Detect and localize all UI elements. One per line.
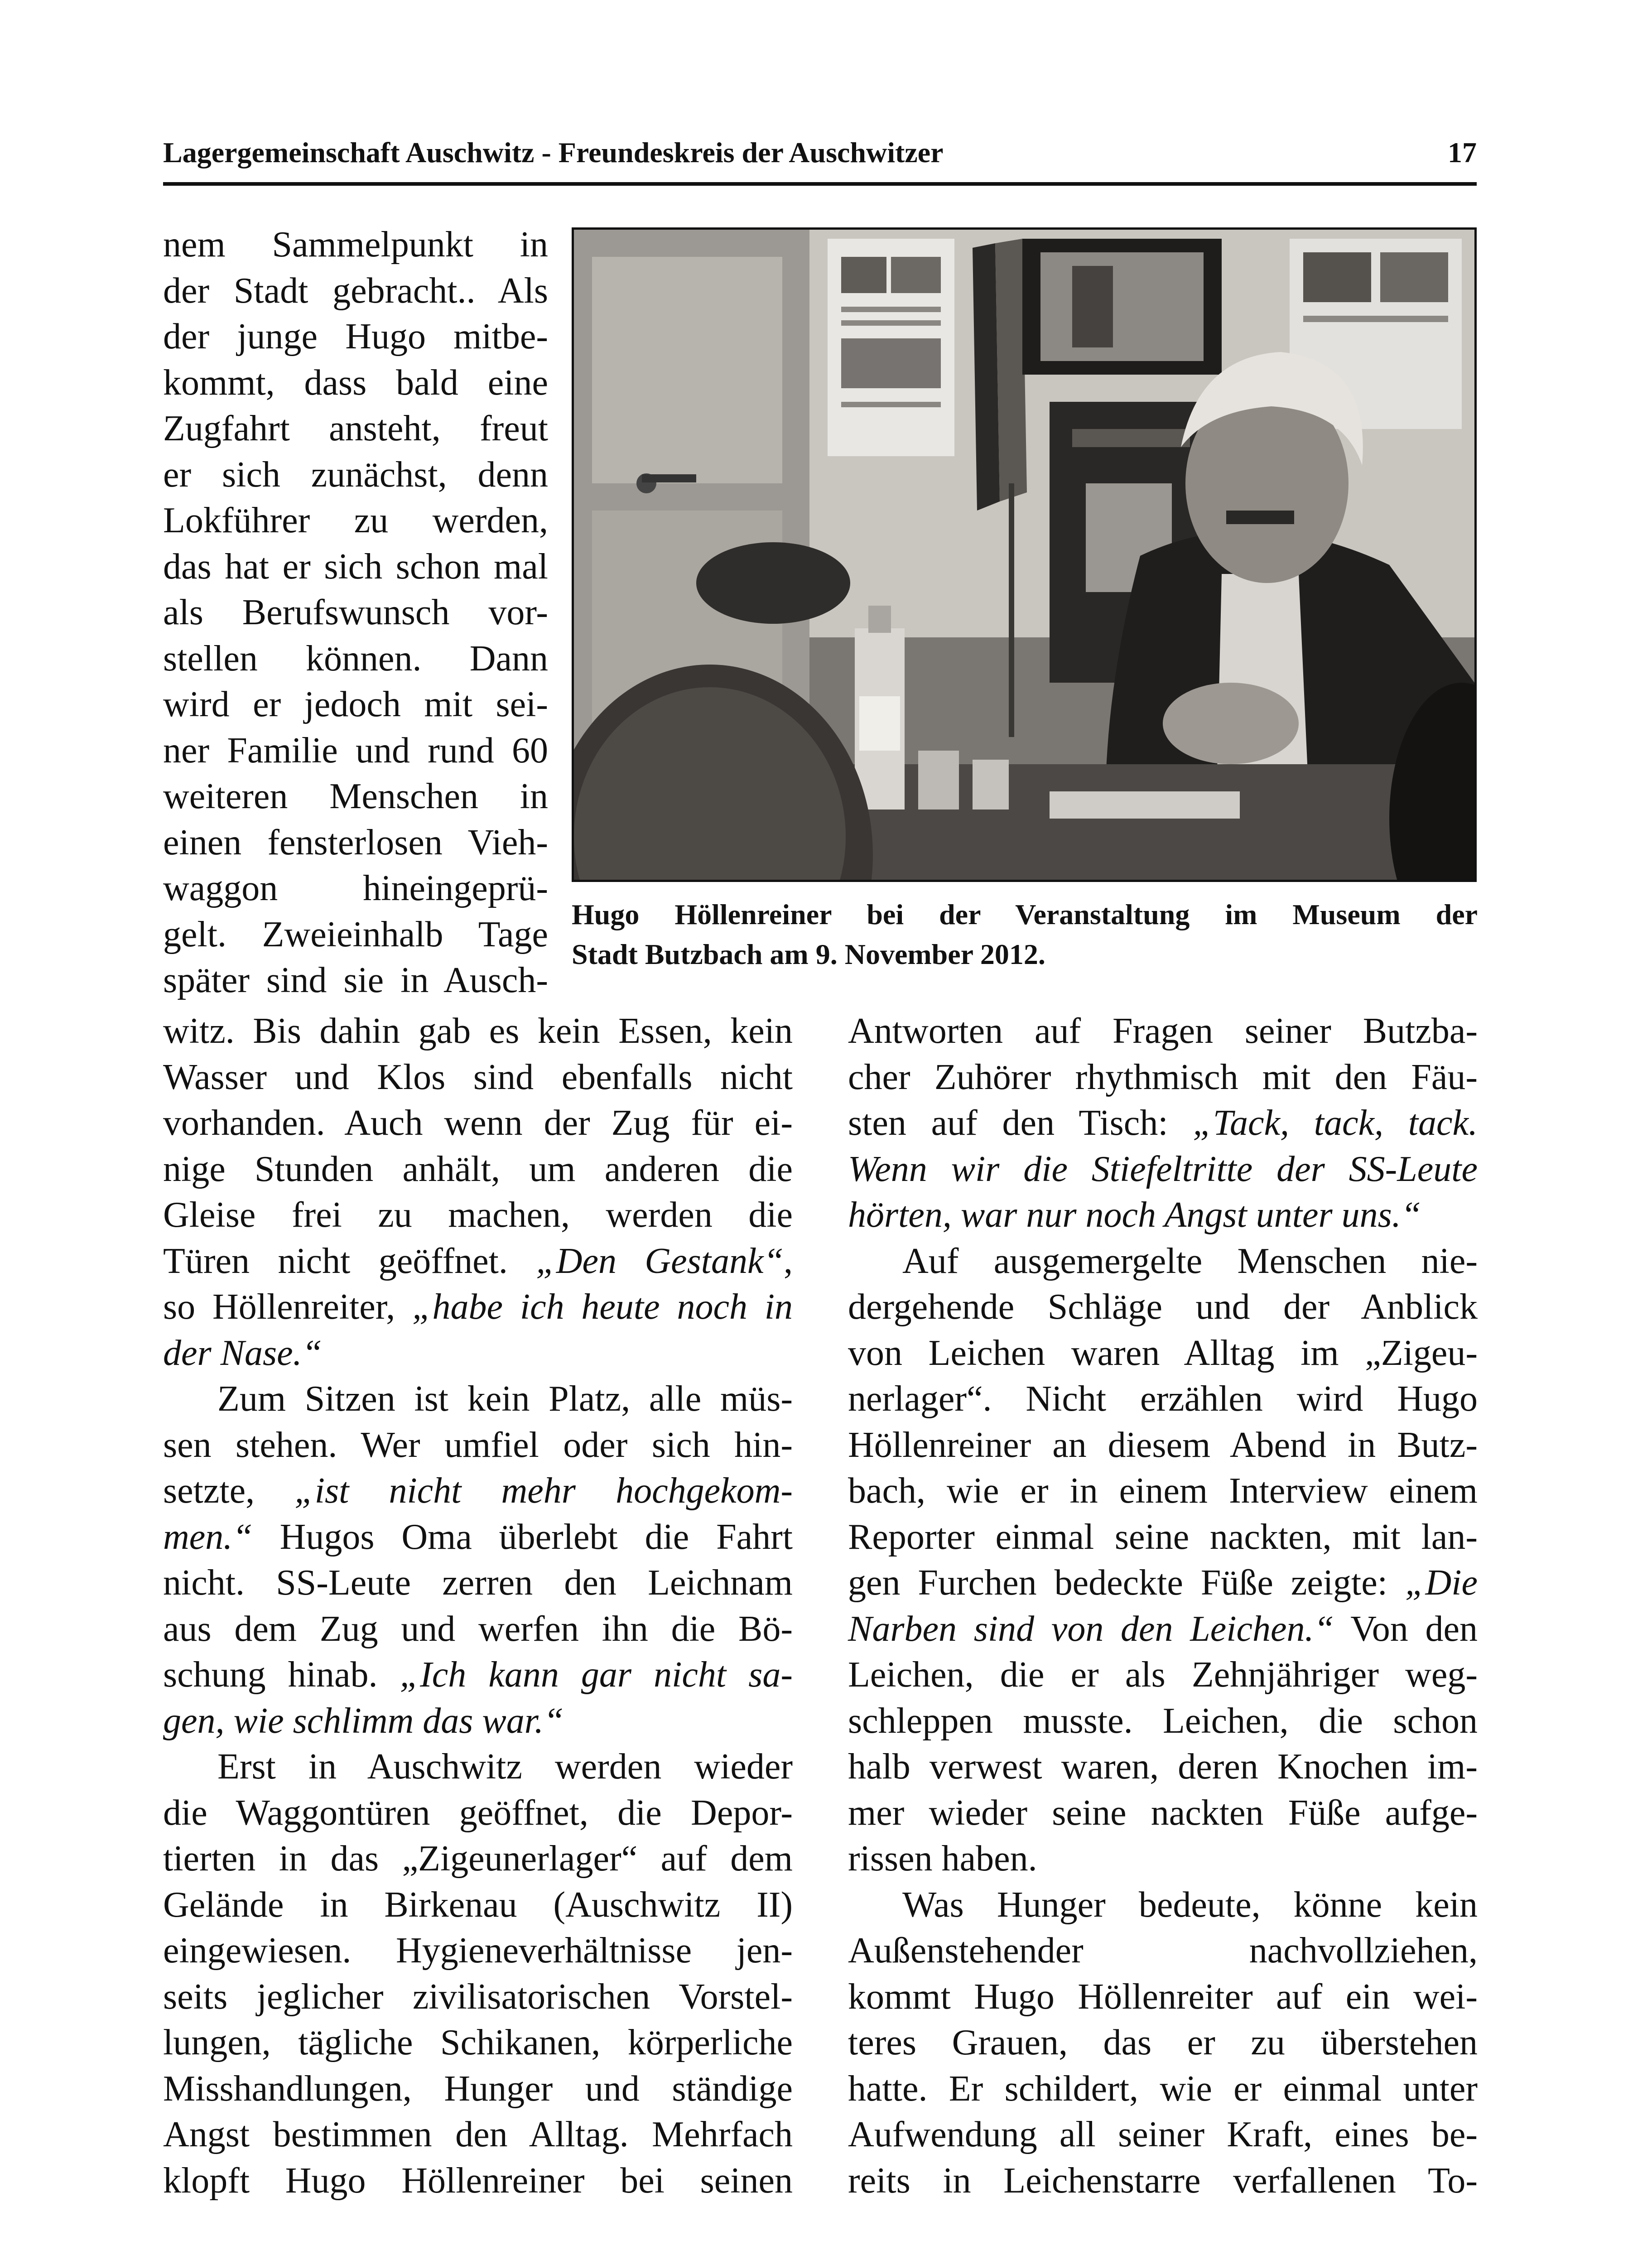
page-number: 17 [1448,136,1477,169]
text-line: Zugfahrt ansteht, freut [163,409,548,448]
text-line [848,1606,1478,1653]
text-line: nerlager“. Nicht erzählen wird Hugo [848,1379,1478,1419]
quote-run: „habe ich heute noch in [412,1287,793,1327]
text-line: die Waggontüren geöffnet, die Depor- [163,1793,793,1833]
photo-illustration [574,230,1474,880]
text-line: nige Stunden anhält, um anderen die [163,1149,793,1189]
text-line [848,1560,1478,1606]
text-run: gen Furchen bedeckte Füße zeigte: [848,1563,1405,1603]
text-line: cher Zuhörer rhythmisch mit den Fäu- [848,1057,1478,1097]
text-line: tierten in das „Zigeunerlager“ auf dem [163,1839,793,1879]
text-line: vorhanden. Auch wenn der Zug für ei- [163,1103,793,1143]
quote-run: Narben sind von den Leichen.“ [848,1609,1334,1649]
text-line: Gleise frei zu machen, werden die [163,1195,793,1235]
text-line: rissen haben. [848,1839,1037,1879]
text-line: weiteren Menschen in [163,776,548,816]
text-line: der junge Hugo mitbe- [163,317,548,357]
text-line: Leichen, die er als Zehnjähriger weg- [848,1655,1478,1695]
text-line [848,1100,1478,1147]
text-line: von Leichen waren Alltag im „Zigeu- [848,1333,1478,1373]
text-line: Auf ausgemergelte Menschen nie- [902,1241,1478,1281]
text-run: , [784,1241,793,1281]
text-line: witz. Bis dahin gab es kein Essen, kein [163,1011,793,1051]
narrow-column [163,222,548,1004]
text-line: er sich zunächst, denn [163,454,548,495]
text-line [163,1698,793,1745]
text-line: hatte. Er schildert, wie er einmal unter [848,2068,1478,2109]
text-line: einen fensterlosen Vieh- [163,822,548,863]
text-line: schleppen musste. Leichen, die schon [848,1701,1478,1741]
text-line: Was Hunger bedeute, könne kein [902,1884,1478,1925]
text-run: Türen nicht geöffnet. [163,1241,536,1281]
text-line [163,1284,793,1330]
text-line: später sind sie in Ausch- [163,960,548,1000]
text-line: stellen können. Dann [163,638,548,679]
text-line: Erst in Auschwitz werden wieder [217,1747,793,1787]
text-line: lungen, tägliche Schikanen, körperliche [163,2023,793,2063]
text-line: Aufwendung all seiner Kraft, eines be- [848,2115,1478,2154]
text-line: teres Grauen, das er zu überstehen [848,2023,1478,2063]
text-line: ner Familie und rund 60 [163,730,548,771]
quote-run: „ist nicht mehr hochgekom- [294,1471,793,1511]
text-line [848,1147,1478,1193]
publication-title: Lagergemeinschaft Auschwitz - Freundeskreis der Auschwitzer [163,136,944,169]
text-line: eingewiesen. Hygieneverhältnisse jen- [163,1931,793,1971]
text-run: Hugos Oma überlebt die Fahrt [252,1517,793,1557]
text-line [848,1192,1478,1239]
text-line: wird er jedoch mit sei- [163,684,548,724]
text-line: kommt, dass bald eine [163,362,548,403]
text-line: bach, wie er in einem Interview einem [848,1471,1478,1511]
caption-line: Hugo Höllenreiner bei der Veranstaltung im Museum der [572,898,1478,930]
text-line: Angst bestimmen den Alltag. Mehrfach [163,2115,793,2154]
text-line: Reporter einmal seine nackten, mit lan- [848,1517,1478,1557]
event-photo [572,227,1477,882]
text-line: der Stadt gebracht.. Als [163,270,548,311]
running-head [163,128,1477,178]
text-line: sen stehen. Wer umfiel oder sich hin- [163,1425,793,1465]
text-run: setzte, [163,1471,295,1511]
text-line: Antworten auf Fragen seiner Butzba- [848,1011,1478,1051]
text-line: seits jeglicher zivilisatorischen Vorstel- [163,1976,793,2017]
text-line: Gelände in Birkenau (Auschwitz II) [163,1884,793,1925]
photo-caption [572,895,1478,974]
text-run: so Höllenreiter, [163,1287,413,1327]
text-line: als Berufswunsch vor- [163,593,548,632]
text-run: Von den [1334,1609,1478,1649]
text-line: Höllenreiner an diesem Abend in Butz- [848,1425,1478,1465]
text-line: das hat er sich schon mal [163,546,548,587]
text-line: Wasser und Klos sind ebenfalls nicht [163,1057,793,1097]
header-rule [163,182,1477,186]
text-line: nicht. SS-Leute zerren den Leichnam [163,1563,793,1603]
text-line [163,1468,793,1514]
text-run: schung hinab. [163,1655,400,1695]
left-column [163,1008,793,2204]
text-line [163,1239,793,1285]
text-line: Lokführer zu werden, [163,501,548,540]
quote-run: gen, wie schlimm das war.“ [163,1701,564,1741]
caption-line: Stadt Butzbach am 9. November 2012. [572,938,1045,970]
right-column [848,1008,1478,2204]
text-line: gelt. Zweieinhalb Tage [163,914,548,954]
text-run: sten auf den Tisch: [848,1103,1193,1143]
text-line: klopft Hugo Höllenreiner bei seinen [163,2160,793,2201]
text-line: halb verwest waren, deren Knochen im- [848,1747,1478,1787]
quote-run: hörten, war nur noch Angst unter uns.“ [848,1195,1421,1235]
quote-run: Wenn wir die Stiefeltritte der SS-Leute [848,1149,1478,1189]
text-line: waggon hineingeprü- [163,868,548,908]
quote-run: „Tack, tack, tack. [1193,1103,1478,1143]
quote-run: „Die [1405,1563,1478,1603]
text-line: dergehende Schläge und der Anblick [848,1287,1478,1327]
quote-run: men.“ [163,1517,253,1557]
text-line: nem Sammelpunkt in [163,225,548,265]
text-line: aus dem Zug und werfen ihn die Bö- [163,1609,793,1649]
text-line [163,1514,793,1561]
text-line: Misshandlungen, Hunger und ständige [163,2068,793,2109]
text-line: kommt Hugo Höllenreiter auf ein wei- [848,1976,1478,2017]
quote-run: „Ich kann gar nicht sa- [400,1655,793,1695]
text-line: reits in Leichenstarre verfallenen To- [848,2160,1478,2201]
text-line [163,1330,793,1377]
text-line [163,1652,793,1698]
text-line: Außenstehender nachvollziehen, [848,1931,1478,1971]
text-line: mer wieder seine nackten Füße aufge- [848,1793,1478,1833]
quote-run: „Den Gestank“ [536,1241,784,1281]
text-line: Zum Sitzen ist kein Platz, alle müs- [217,1379,793,1419]
quote-run: der Nase.“ [163,1333,323,1373]
